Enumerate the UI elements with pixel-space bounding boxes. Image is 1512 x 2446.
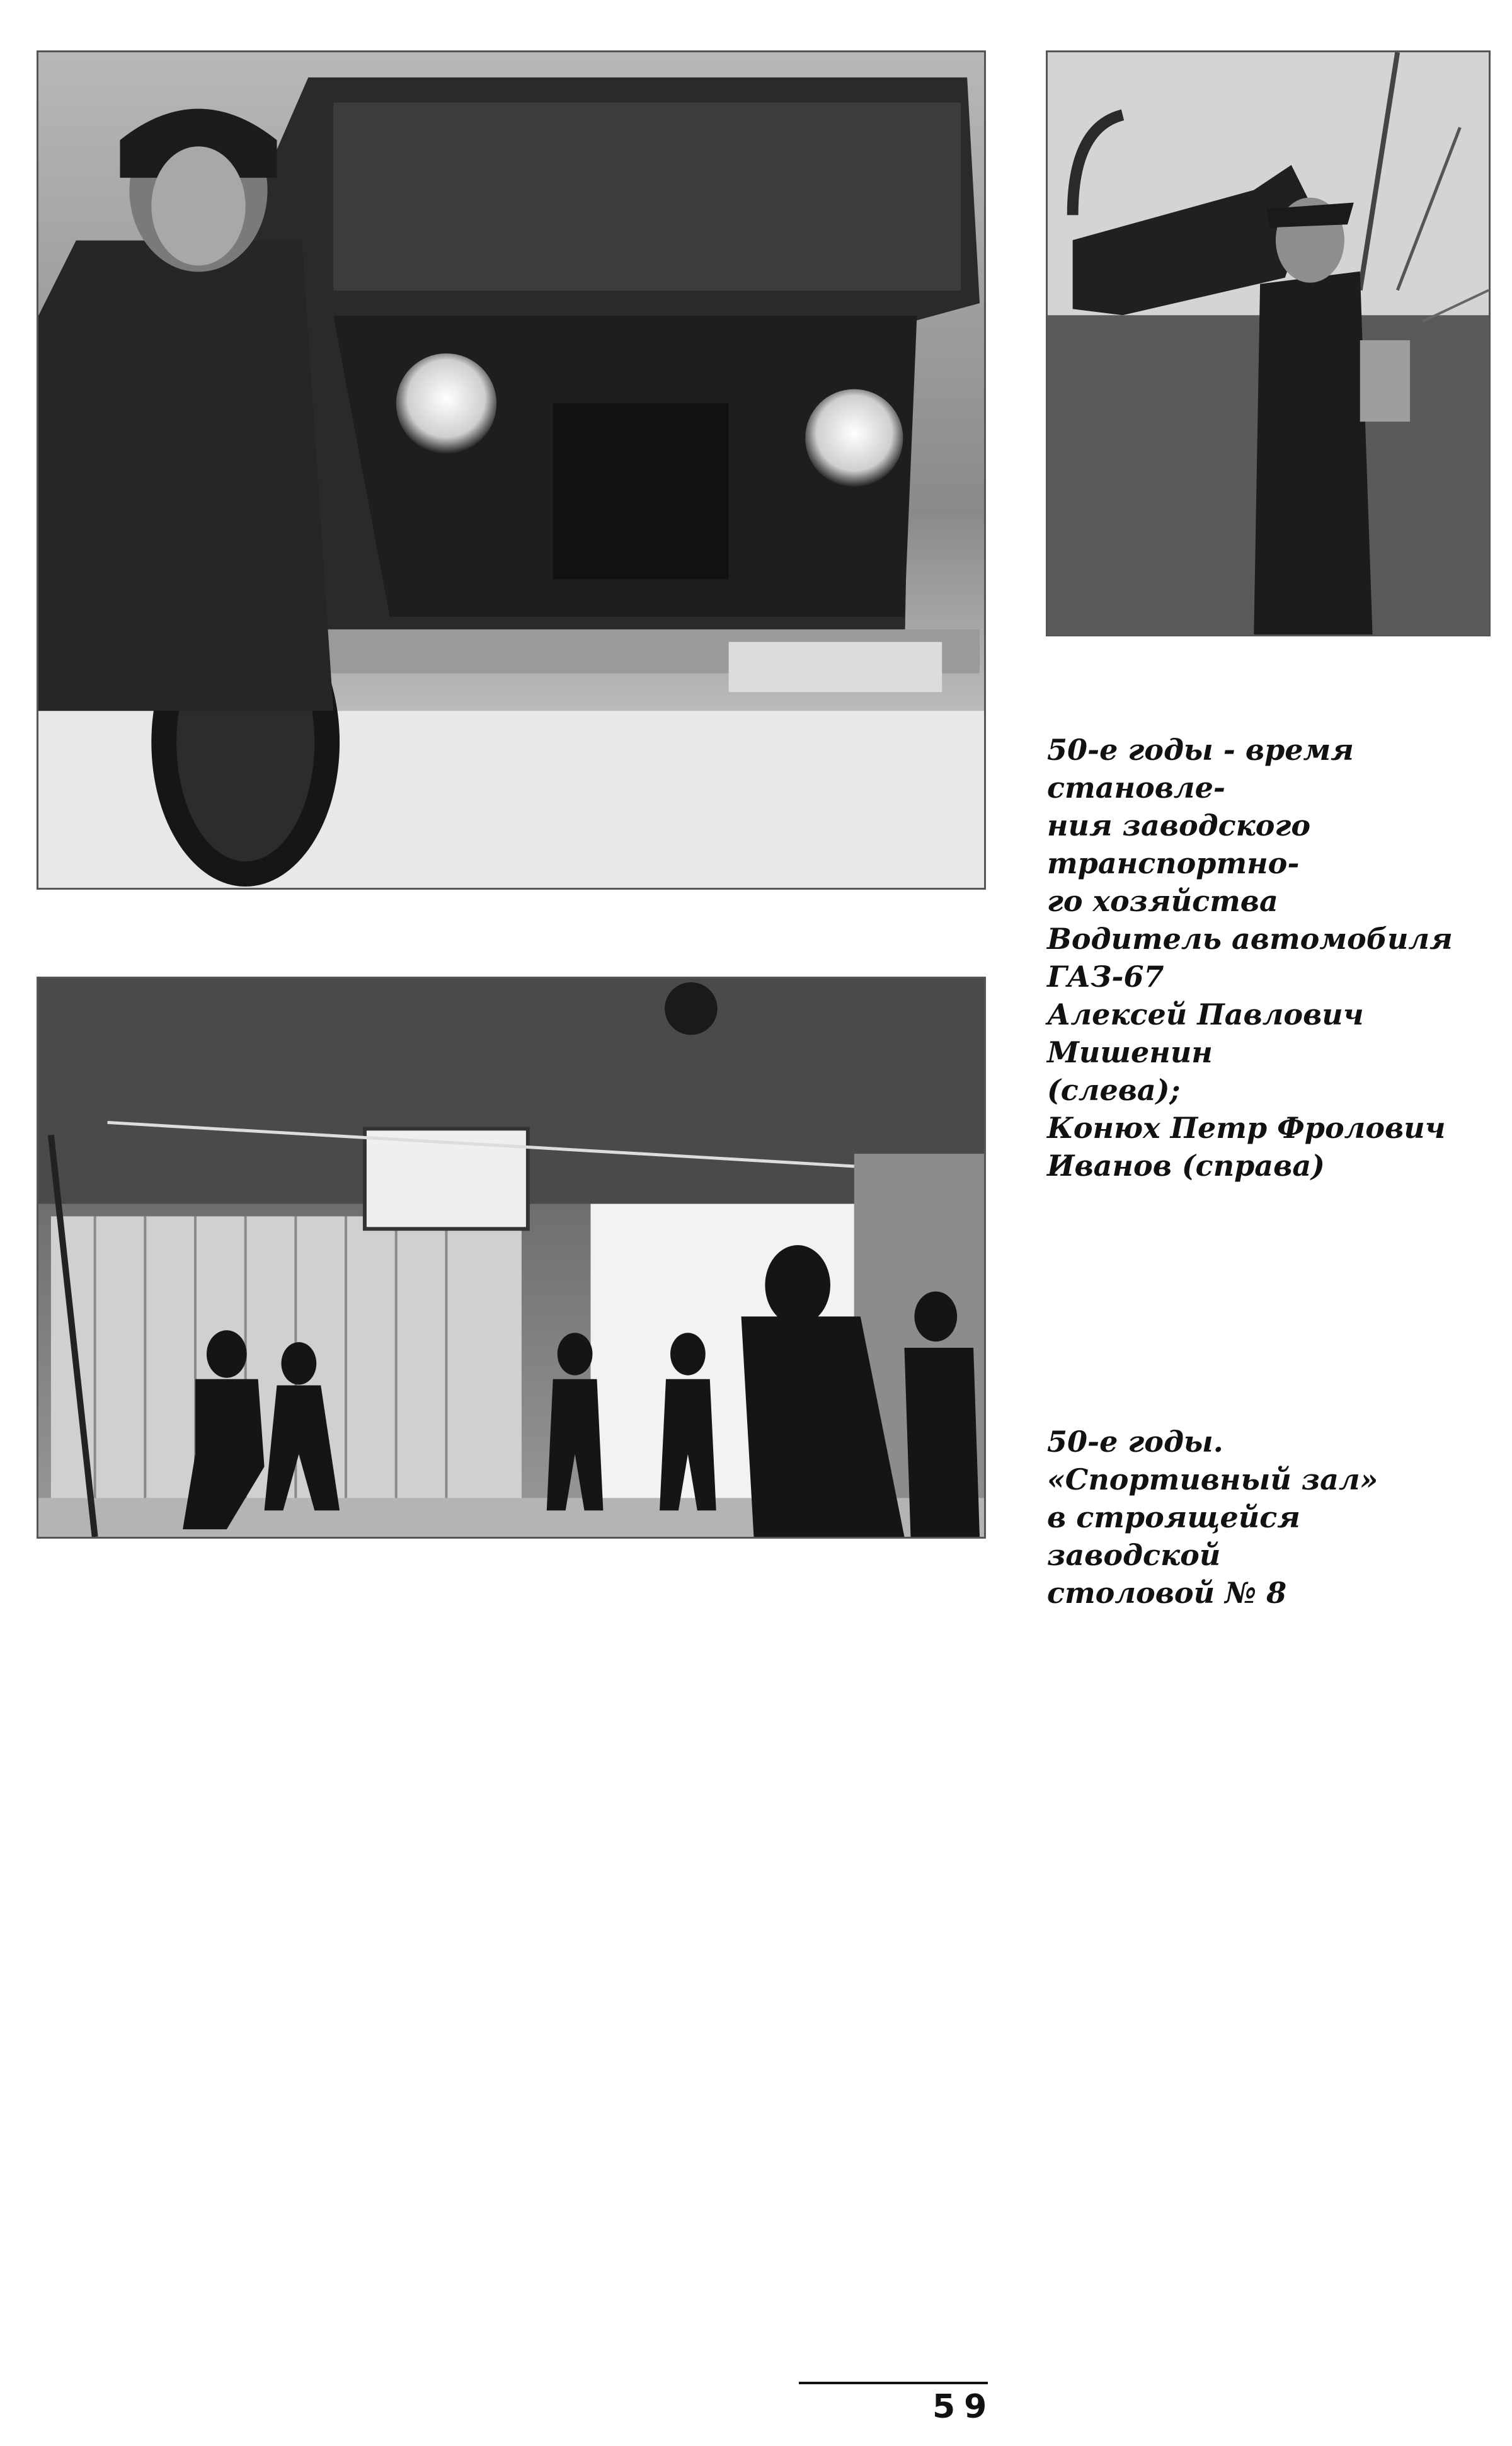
groom-with-horse-photo <box>1046 50 1491 636</box>
caption-transport <box>1047 731 1488 1185</box>
caption-transport-groom: Конюх Петр Фролович Иванов (справа) <box>1047 1111 1446 1183</box>
page-number: 59 <box>932 2388 996 2426</box>
caption-transport-intro: 50-е годы - время становле- ния заводского транспортно- го хозяйства <box>1047 733 1354 918</box>
caption-transport-driver: Водитель автомобиля ГАЗ-67 Алексей Павлович Мишенин (слева); <box>1047 922 1453 1107</box>
groom-photo-image <box>1048 52 1489 634</box>
truck-driver-photo <box>37 50 986 890</box>
truck-photo-image <box>38 52 984 888</box>
caption-sports-hall: 50-е годы. «Спортивный зал» в строящейся заводской столовой № 8 <box>1047 1425 1378 1610</box>
footer-rule <box>799 2382 988 2384</box>
gym-photo-image <box>38 979 984 1537</box>
sports-hall-photo <box>37 977 986 1539</box>
